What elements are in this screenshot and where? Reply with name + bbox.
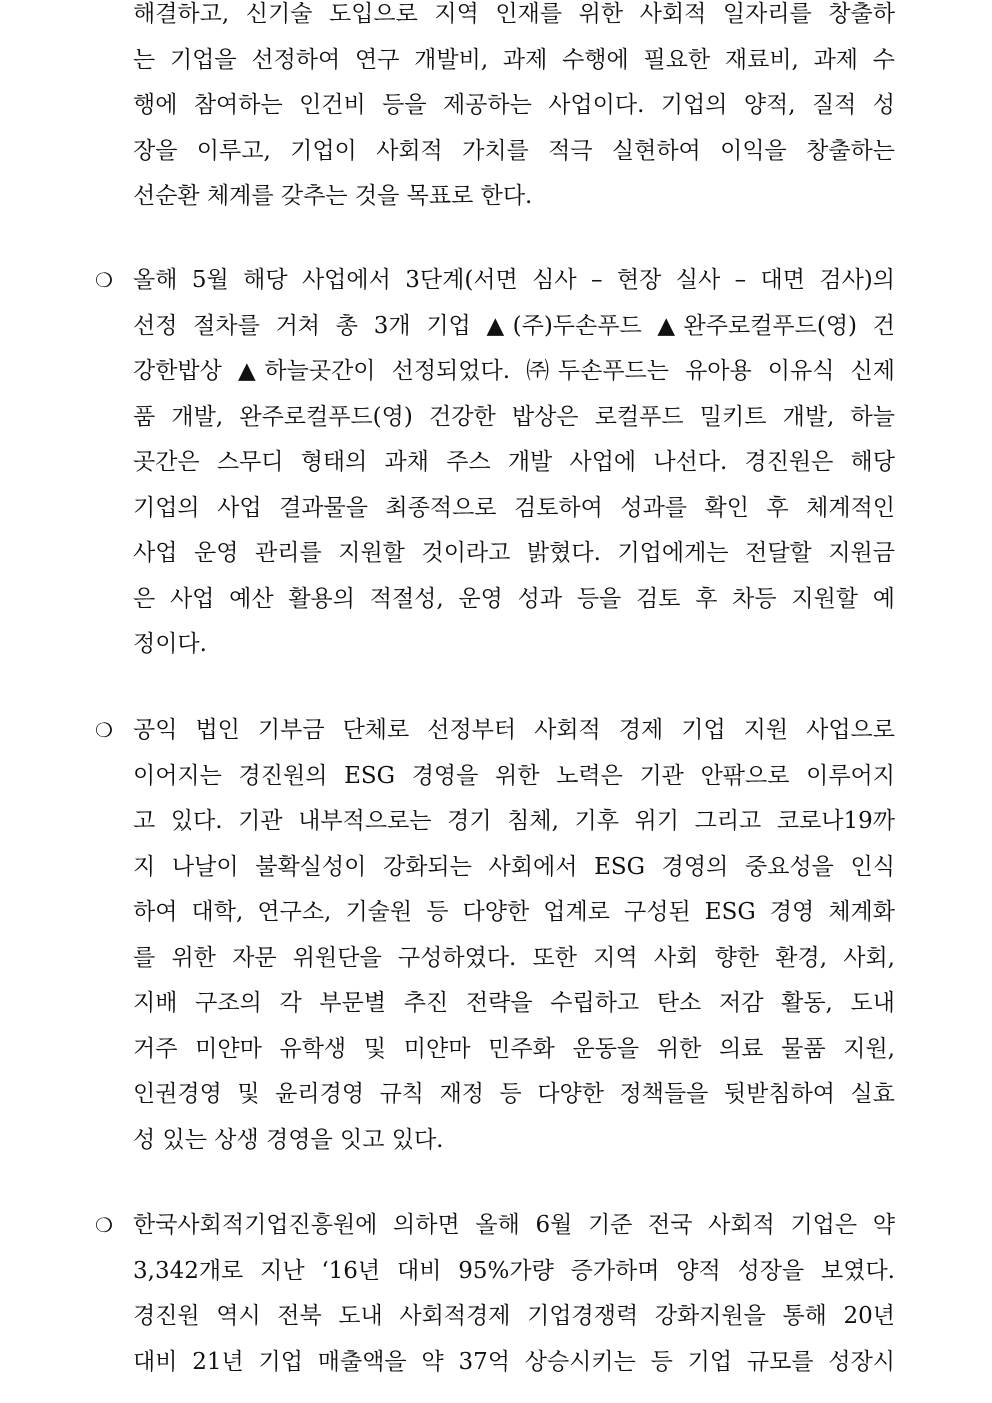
- text-line: 거주 미얀마 유학생 및 미얀마 민주화 운동을 위한 의료 물품 지원,: [133, 1035, 895, 1062]
- text-line: 고 있다. 기관 내부적으로는 경기 침체, 기후 위기 그리고 코로나19까: [133, 808, 895, 834]
- text-line: 이어지는 경진원의 ESG 경영을 위한 노력은 기관 안팎으로 이루어지: [133, 762, 895, 789]
- circle-bullet-icon: ❍: [95, 268, 113, 292]
- text-line: 성 있는 상생 경영을 잇고 있다.: [133, 1126, 444, 1153]
- text-line: 품 개발, 완주로컬푸드(영) 건강한 밥상은 로컬푸드 밀키트 개발, 하늘: [133, 403, 895, 430]
- text-line: 하여 대학, 연구소, 기술원 등 다양한 업계로 구성된 ESG 경영 체계화: [133, 899, 895, 925]
- text-line: 경진원 역시 전북 도내 사회적경제 기업경쟁력 강화지원을 통해 20년: [133, 1303, 895, 1329]
- text-line: 해결하고, 신기술 도입으로 지역 인재를 위한 사회적 일자리를 창출하: [133, 1, 895, 27]
- text-line: 는 기업을 선정하여 연구 개발비, 과제 수행에 필요한 재료비, 과제 수: [133, 46, 895, 73]
- text-line: 지배 구조의 각 부문별 추진 전략을 수립하고 탄소 저감 활동, 도내: [133, 990, 895, 1016]
- text-line: 곳간은 스무디 형태의 과채 주스 개발 사업에 나선다. 경진원은 해당: [133, 449, 895, 475]
- text-line: 행에 참여하는 인건비 등을 제공하는 사업이다. 기업의 양적, 질적 성: [133, 92, 895, 118]
- text-line: 사업 운영 관리를 지원할 것이라고 밝혔다. 기업에게는 전달할 지원금: [133, 540, 895, 566]
- circle-bullet-icon: ❍: [95, 1213, 113, 1237]
- text-line: 올해 5월 해당 사업에서 3단계(서면 심사 – 현장 실사 – 대면 검사)의: [133, 267, 895, 293]
- text-line: 강한밥상 ▲하늘곳간이 선정되었다. ㈜두손푸드는 유아용 이유식 신제: [133, 358, 895, 384]
- text-line: 3,342개로 지난 ‘16년 대비 95%가량 증가하며 양적 성장을 보였다.: [133, 1257, 895, 1284]
- text-line: 한국사회적기업진흥원에 의하면 올해 6월 기준 전국 사회적 기업은 약: [133, 1212, 895, 1238]
- text-line: 기업의 사업 결과물을 최종적으로 검토하여 성과를 확인 후 체계적인: [133, 494, 895, 521]
- text-line: 지 나날이 불확실성이 강화되는 사회에서 ESG 경영의 중요성을 인식: [133, 853, 895, 880]
- text-line: 선순환 체계를 갖추는 것을 목표로 한다.: [133, 183, 533, 209]
- paragraph-continuation: [95, 0, 895, 220]
- paragraph-social-enterprise-stats: [95, 1203, 895, 1385]
- text-line: 정이다.: [133, 631, 207, 657]
- circle-bullet-icon: ❍: [95, 718, 113, 742]
- text-line: 장을 이루고, 기업이 사회적 가치를 적극 실현하여 이익을 창출하는: [133, 137, 895, 164]
- paragraph-esg-management: [95, 708, 895, 1163]
- text-line: 대비 21년 기업 매출액을 약 37억 상승시키는 등 기업 규모를 성장시: [133, 1348, 895, 1375]
- text-line: 공익 법인 기부금 단체로 선정부터 사회적 경제 기업 지원 사업으로: [133, 717, 895, 743]
- text-line: 인권경영 및 윤리경영 규칙 재정 등 다양한 정책들을 뒷받침하여 실효: [133, 1081, 895, 1107]
- text-line: 선정 절차를 거쳐 총 3개 기업 ▲(주)두손푸드 ▲완주로컬푸드(영) 건: [133, 312, 895, 339]
- text-line: 를 위한 자문 위원단을 구성하였다. 또한 지역 사회 향한 환경, 사회,: [133, 944, 895, 971]
- paragraph-selection-process: [95, 258, 895, 668]
- text-line: 은 사업 예산 활용의 적절성, 운영 성과 등을 검토 후 차등 지원할 예: [133, 585, 895, 612]
